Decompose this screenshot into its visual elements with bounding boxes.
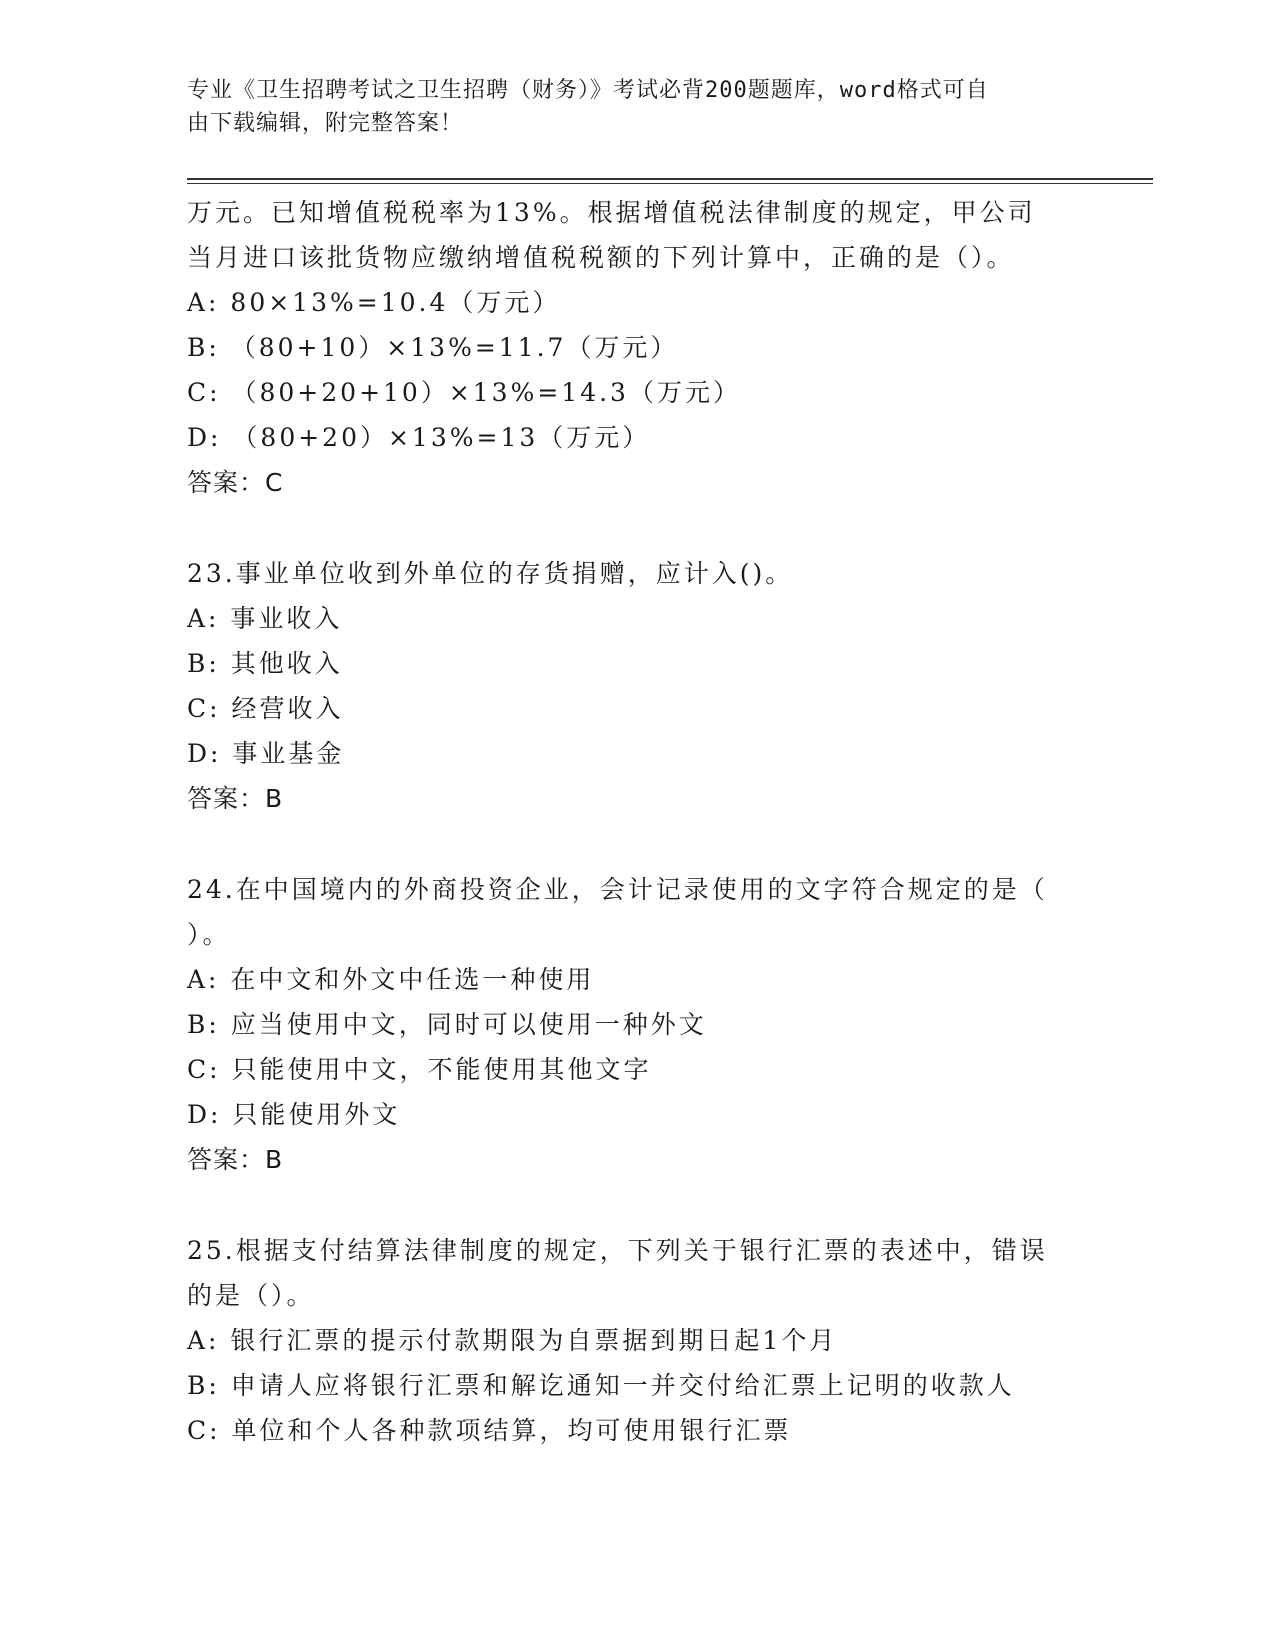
option-d: D: （80+20）×13%=13（万元） — [187, 423, 651, 452]
question-stem-line: 25.根据支付结算法律制度的规定，下列关于银行汇票的表述中，错误 — [187, 1236, 1048, 1265]
answer-line: 答案：B — [187, 1145, 284, 1174]
option-d: D: 只能使用外文 — [187, 1100, 401, 1129]
option-a: A: 在中文和外文中任选一种使用 — [187, 965, 595, 994]
answer-line: 答案：C — [187, 468, 284, 497]
option-b: B: 申请人应将银行汇票和解讫通知一并交付给汇票上记明的收款人 — [187, 1371, 1015, 1400]
header-line-1: 专业《卫生招聘考试之卫生招聘（财务）》考试必背200题题库，word格式可自 — [187, 78, 989, 103]
option-c: C: 经营收入 — [187, 694, 344, 723]
spacer — [187, 505, 1087, 551]
question-stem-line: 23.事业单位收到外单位的存货捐赠，应计入()。 — [187, 559, 794, 588]
question-stem-line: 24.在中国境内的外商投资企业，会计记录使用的文字符合规定的是（ — [187, 875, 1048, 904]
answer-line: 答案：B — [187, 784, 284, 813]
question-25 — [187, 1228, 1087, 1453]
header-divider — [187, 178, 1153, 184]
option-c: C: 单位和个人各种款项结算，均可使用银行汇票 — [187, 1416, 792, 1445]
spacer — [187, 1182, 1087, 1228]
option-d: D: 事业基金 — [187, 739, 345, 768]
option-a: A: 80×13%=10.4（万元） — [187, 288, 561, 317]
question-content — [187, 190, 1087, 1453]
option-b: B: 其他收入 — [187, 649, 343, 678]
option-a: A: 银行汇票的提示付款期限为自票据到期日起1个月 — [187, 1326, 838, 1355]
option-c: C: 只能使用中文，不能使用其他文字 — [187, 1055, 652, 1084]
question-stem-line: 的是（）。 — [187, 1281, 315, 1310]
question-22-continued — [187, 190, 1087, 505]
option-b: B: （80+10）×13%=11.7（万元） — [187, 333, 679, 362]
question-24 — [187, 867, 1087, 1182]
question-stem-line: 当月进口该批货物应缴纳增值税税额的下列计算中，正确的是（）。 — [187, 243, 1015, 272]
question-stem-line: ）。 — [187, 920, 231, 949]
header-line-2: 由下载编辑，附完整答案！ — [187, 111, 464, 136]
option-a: A: 事业收入 — [187, 604, 343, 633]
option-c: C: （80+20+10）×13%=14.3（万元） — [187, 378, 741, 407]
question-23 — [187, 551, 1087, 821]
question-stem-line: 万元。已知增值税税率为13%。根据增值税法律制度的规定，甲公司 — [187, 198, 1036, 227]
option-b: B: 应当使用中文，同时可以使用一种外文 — [187, 1010, 707, 1039]
page-header — [187, 74, 1067, 140]
spacer — [187, 821, 1087, 867]
